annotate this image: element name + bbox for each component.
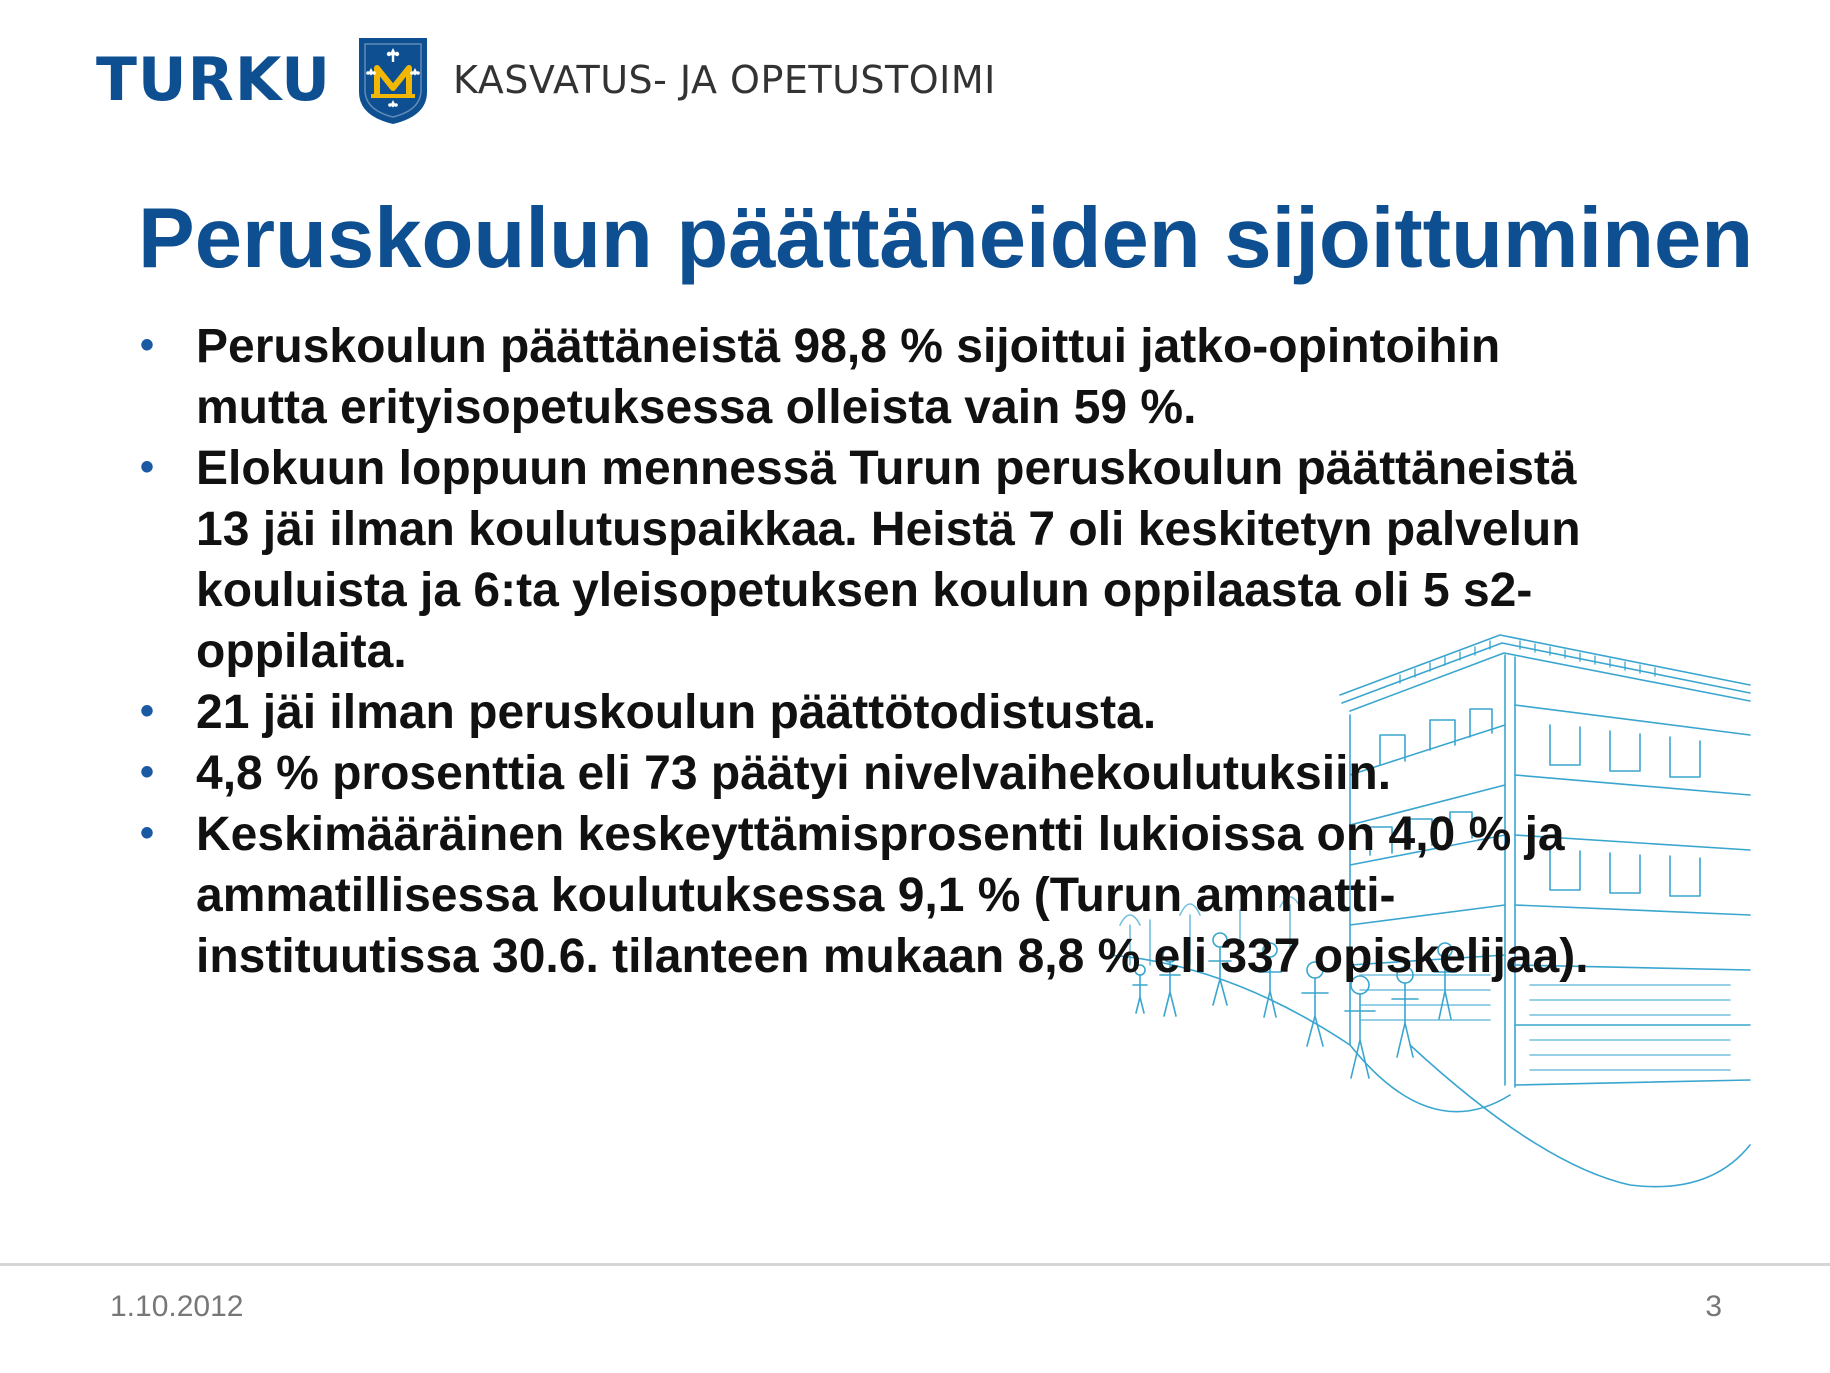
bullet-item xyxy=(138,316,1738,438)
slide-title: Peruskoulun päättäneiden sijoittuminen xyxy=(138,191,1754,286)
turku-crest-icon xyxy=(355,34,431,126)
bullet-text-line: ammatillisessa koulutuksessa 9,1 % (Turun ammatti- xyxy=(196,869,1396,922)
bullet-marker: • xyxy=(140,445,155,489)
slide-header xyxy=(96,30,996,130)
bullet-item xyxy=(138,438,1738,682)
bullet-text-line: 4,8 % prosenttia eli 73 päätyi nivelvaihekoulutuksiin. xyxy=(196,747,1392,800)
footer-divider xyxy=(0,1263,1830,1266)
bullet-item xyxy=(138,804,1738,987)
page-number: 3 xyxy=(1705,1290,1722,1323)
department-name: KASVATUS- JA OPETUSTOIMI xyxy=(453,58,996,102)
footer-date: 1.10.2012 xyxy=(110,1290,244,1323)
bullet-text-line: mutta erityisopetuksessa olleista vain 59 %. xyxy=(196,381,1197,434)
bullet-list xyxy=(138,316,1738,987)
bullet-marker: • xyxy=(140,689,155,733)
bullet-item xyxy=(138,682,1738,743)
bullet-text-line: Peruskoulun päättäneistä 98,8 % sijoittui jatko-opintoihin xyxy=(196,320,1501,373)
bullet-text-line: 21 jäi ilman peruskoulun päättötodistusta. xyxy=(196,686,1157,739)
bullet-marker: • xyxy=(140,811,155,855)
bullet-text-line: 13 jäi ilman koulutuspaikkaa. Heistä 7 oli keskitetyn palvelun xyxy=(196,503,1581,556)
turku-logo-text: TURKU xyxy=(96,45,332,115)
bullet-text-line: kouluista ja 6:ta yleisopetuksen koulun oppilaasta oli 5 s2- xyxy=(196,564,1533,617)
bullet-item xyxy=(138,743,1738,804)
bullet-text-line: Keskimääräinen keskeyttämisprosentti lukioissa on 4,0 % ja xyxy=(196,808,1565,861)
bullet-text-line: Elokuun loppuun mennessä Turun peruskoulun päättäneistä xyxy=(196,442,1577,495)
bullet-text-line: oppilaita. xyxy=(196,625,407,678)
bullet-text-line: instituutissa 30.6. tilanteen mukaan 8,8 % eli 337 opiskelijaa). xyxy=(196,930,1589,983)
bullet-marker: • xyxy=(140,323,155,367)
bullet-marker: • xyxy=(140,750,155,794)
